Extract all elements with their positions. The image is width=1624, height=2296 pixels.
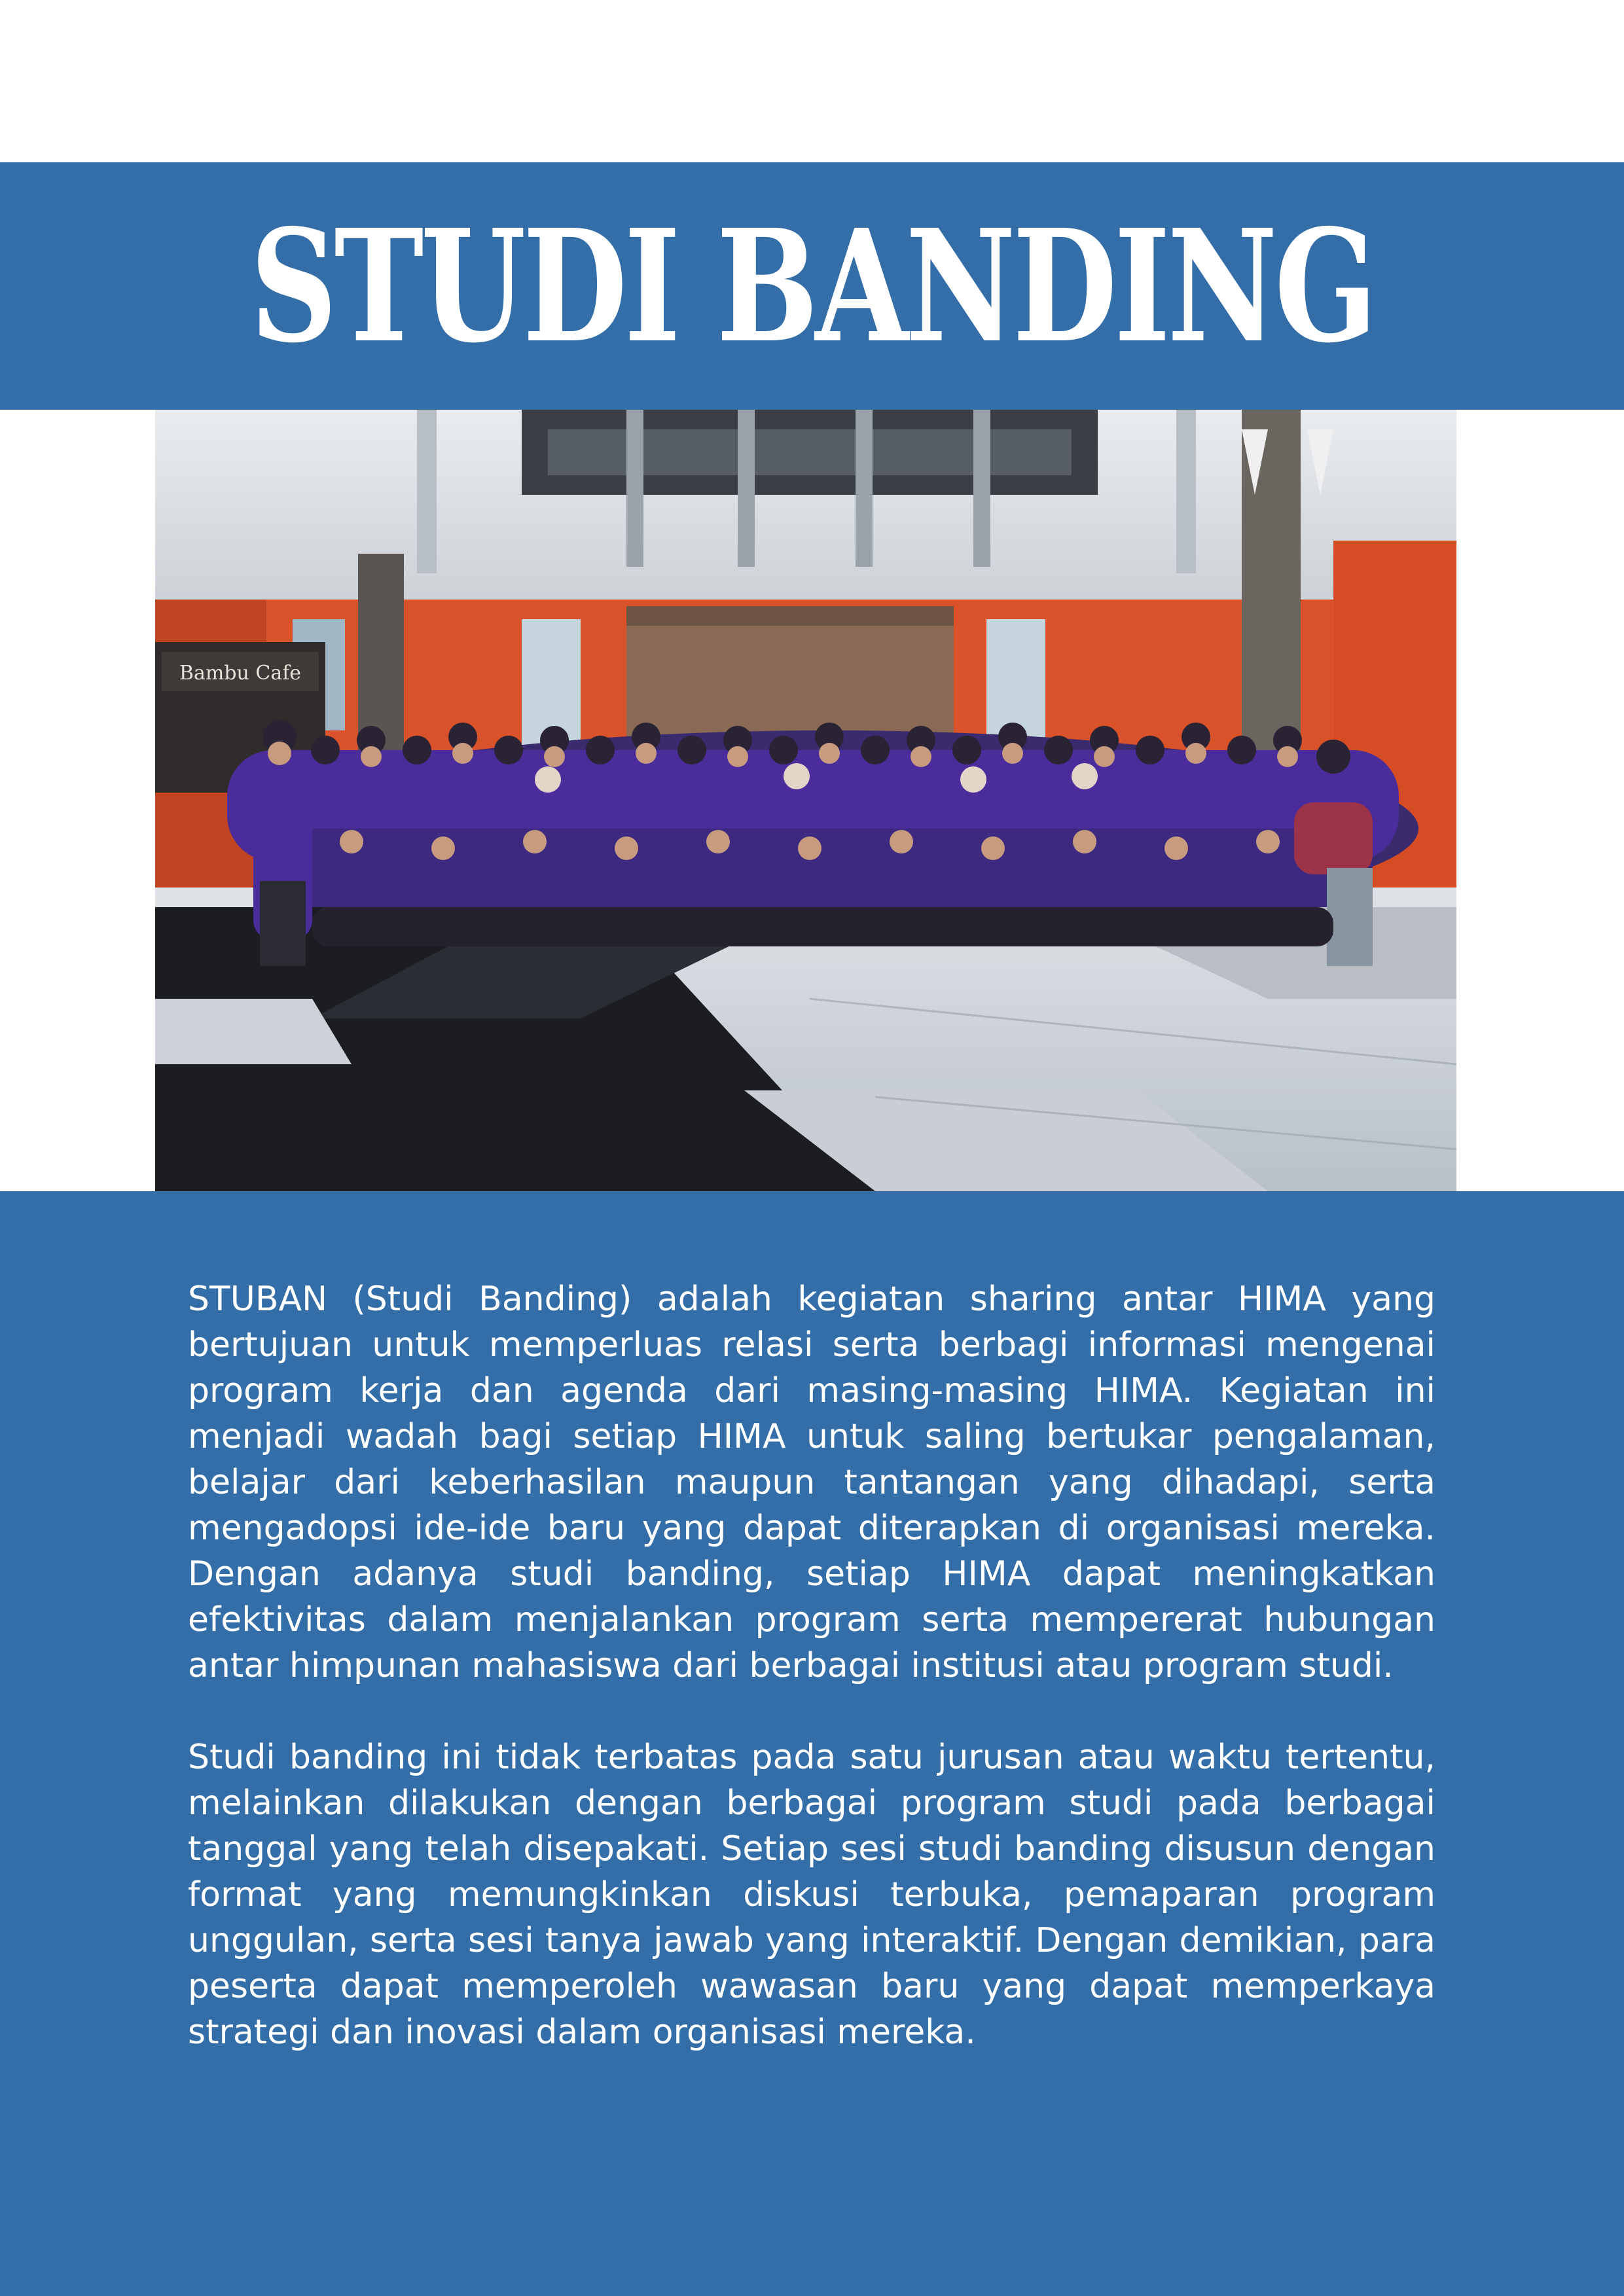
page-title: STUDI BANDING [249, 195, 1375, 377]
title-banner [0, 162, 1624, 410]
cafe-sign-text: Bambu Cafe [179, 662, 302, 685]
body-text [188, 1276, 1435, 2101]
paragraph-details: Studi banding ini tidak terbatas pada satu jurusan atau waktu tertentu, melainkan dilakukan dengan berbagai program studi pada berbagai tanggal yang telah disepakati. Setiap sesi studi banding disusun dengan format yang memungkinkan diskusi terbuka, pemaparan program unggulan, serta sesi tanya jawab yang interaktif. Dengan demikian, para peserta dapat memperoleh wawasan baru yang dapat memperkaya strategi dan inovasi dalam organisasi mereka. [188, 1738, 1435, 2052]
group-photo [155, 410, 1456, 1191]
crowd [227, 720, 1418, 966]
paragraph-intro: STUBAN (Studi Banding) adalah kegiatan sharing antar HIMA yang bertujuan untuk memperluas relasi serta berbagi informasi mengenai program kerja dan agenda dari masing-masing HIMA. Kegiatan ini menjadi wadah bagi setiap HIMA untuk saling bertukar pengalaman, belajar dari keberhasilan maupun tantangan yang dihadapi, serta mengadopsi ide-ide baru yang dapat diterapkan di organisasi mereka. Dengan adanya studi banding, setiap HIMA dapat meningkatkan efektivitas dalam menjalankan program serta mempererat hubungan antar himpunan mahasiswa dari berbagai institusi atau program studi. [188, 1280, 1435, 1685]
